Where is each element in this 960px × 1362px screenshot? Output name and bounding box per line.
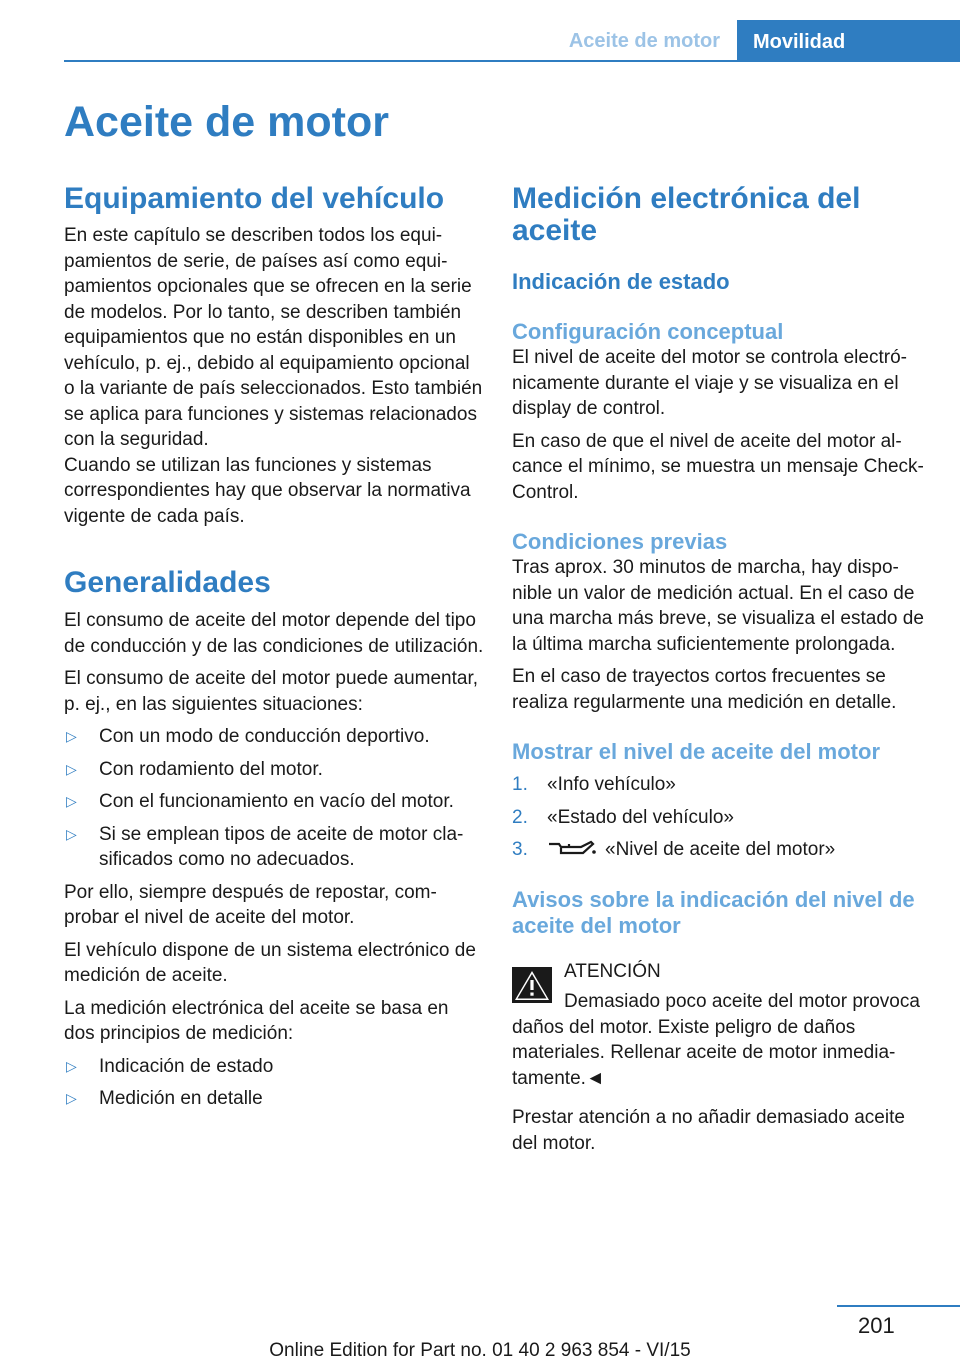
page-title: Aceite de motor — [64, 98, 389, 146]
warning-triangle-icon — [512, 967, 552, 1003]
paragraph: El vehículo dispone de un sistema electrónico de medición de aceite. — [64, 939, 476, 986]
warning-title: ATENCIÓN — [564, 960, 661, 982]
header-rule — [64, 60, 960, 62]
warning-block — [512, 959, 932, 992]
list-item: ▷ Si se emplean tipos de aceite de motor clasificados como no adecuados. — [66, 823, 464, 870]
heading-indicacion: Indicación de estado — [512, 269, 730, 294]
paragraph: Por ello, siempre después de repostar, comprobar el nivel de aceite del motor. — [64, 881, 437, 928]
triangle-bullet-icon: ▷ — [66, 1090, 77, 1106]
paragraph: El consumo de aceite del motor depende del tipo de conducción y de las condiciones de utilización. — [64, 610, 484, 657]
heading-condiciones: Condiciones previas — [512, 529, 728, 554]
list-item: 1. «Info vehículo» — [512, 774, 676, 795]
paragraph: En este capítulo se describen todos los equipamientos de serie, de países así como equipamientos opcionales que se ofrecen en la serie de modelos. Por lo tanto, se describen también equipamientos que no están disponibles en un vehículo, p. ej., debido al equipamiento opcional o la variante de país seleccionados. Esto también se aplica para funciones y sistemas relacionados con la seguridad. — [64, 225, 483, 450]
list-item: ▷ Con un modo de conducción deportivo. — [64, 724, 484, 750]
paragraph: La medición electrónica del aceite se basa en dos principios de medición: — [64, 997, 449, 1044]
triangle-bullet-icon: ▷ — [66, 793, 77, 809]
paragraph: En caso de que el nivel de aceite del motor alcance el mínimo, se muestra un mensaje Check-Control. — [512, 430, 924, 503]
paragraph: Prestar atención a no añadir demasiado aceite del motor. — [512, 1107, 905, 1154]
heading-configuracion: Configuración conceptual — [512, 319, 784, 344]
footer-rule — [837, 1305, 960, 1307]
triangle-bullet-icon: ▷ — [66, 825, 77, 842]
heading-mostrar: Mostrar el nivel de aceite del motor — [512, 739, 881, 764]
paragraph: En el caso de trayectos cortos frecuentes se realiza regularmente una medición en detalle. — [512, 666, 897, 713]
footer-edition: Online Edition for Part no. 01 40 2 963 854 - VI/15 — [269, 1340, 691, 1361]
list-item: 2. «Estado del vehículo» — [512, 806, 734, 828]
list-situations — [64, 724, 484, 873]
triangle-bullet-icon: ▷ — [66, 1057, 77, 1074]
paragraph: El consumo de aceite del motor puede aumentar, p. ej., en las siguientes situaciones: — [64, 668, 479, 715]
header-section-title: Aceite de motor — [568, 30, 720, 52]
list-item: ▷ Indicación de estado — [64, 1054, 484, 1080]
list-item: 3. «Nivel de aceite del motor» — [512, 839, 836, 860]
heading-medicion: Medición electrónica del aceite — [512, 182, 861, 247]
paragraph: Cuando se utilizan las funciones y sistemas correspondientes hay que observar la normativa vigente de cada país. — [64, 454, 471, 527]
list-item: ▷ Con el funcionamiento en vacío del motor. — [64, 789, 484, 815]
page-number: 201 — [858, 1313, 895, 1338]
heading-avisos: Avisos sobre la indicación del nivel de aceite del motor — [512, 886, 915, 938]
list-item: ▷ Con rodamiento del motor. — [64, 757, 484, 783]
header-tab-movilidad[interactable]: Movilidad — [737, 20, 960, 61]
left-column — [64, 183, 484, 1112]
right-column — [512, 183, 932, 1156]
steps-list — [512, 772, 932, 863]
heading-equipamiento: Equipamiento del vehículo — [64, 182, 445, 215]
triangle-bullet-icon: ▷ — [66, 760, 77, 777]
oil-can-icon — [547, 838, 597, 858]
list-item: ▷ Medición en detalle — [64, 1086, 484, 1112]
heading-generalidades: Generalidades — [64, 566, 271, 599]
triangle-bullet-icon: ▷ — [66, 728, 77, 744]
paragraph: El nivel de aceite del motor se controla electrónicamente durante el viaje y se visualiza en el display de control. — [512, 347, 907, 419]
list-principles — [64, 1054, 484, 1112]
warning-text: Demasiado poco aceite del motor provoca daños del motor. Existe peligro de daños materiales. Rellenar aceite de motor inmediatamente.◄ — [512, 991, 920, 1089]
paragraph: Tras aprox. 30 minutos de marcha, hay disponible un valor de medición actual. En el caso de una marcha más breve, se visualiza el estado de la última marcha suficientemente prolongada. — [512, 557, 924, 655]
